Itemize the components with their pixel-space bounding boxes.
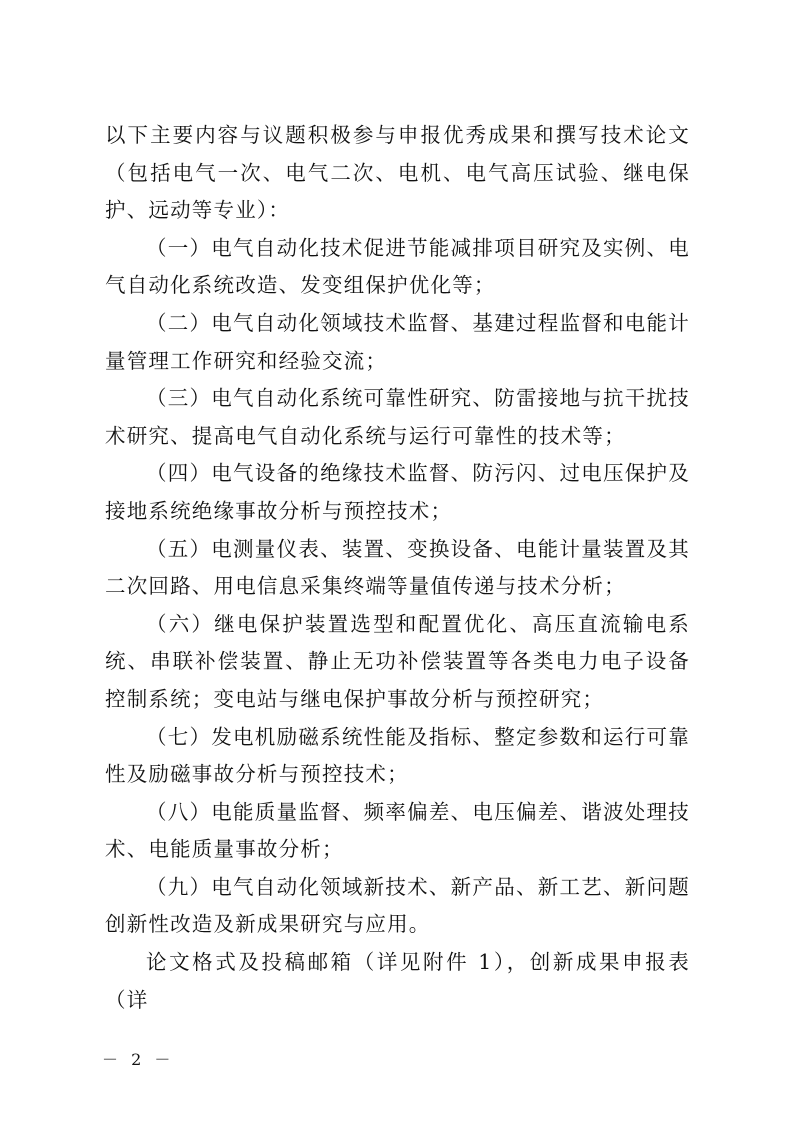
topic-item-9: （九）电气自动化领域新技术、新产品、新工艺、新问题创新性改造及新成果研究与应用。: [105, 874, 690, 937]
topic-item-8: （八）电能质量监督、频率偏差、电压偏差、谐波处理技术、电能质量事故分析；: [105, 799, 690, 862]
topic-item-4: （四）电气设备的绝缘技术监督、防污闪、过电压保护及接地系统绝缘事故分析与预控技术；: [105, 461, 690, 523]
topic-item-7: （七）发电机励磁系统性能及指标、整定参数和运行可靠性及励磁事故分析与预控技术；: [105, 724, 690, 787]
topic-item-3: （三）电气自动化系统可靠性研究、防雷接地与抗干扰技术研究、提高电气自动化系统与运行可靠性的技术等；: [105, 386, 690, 448]
submission-paragraph: 论文格式及投稿邮箱（详见附件 1），创新成果申报表（详: [105, 950, 690, 1012]
topic-item-5: （五）电测量仪表、装置、变换设备、电能计量装置及其二次回路、用电信息采集终端等量值传递与技术分析；: [105, 536, 690, 599]
intro-paragraph: 以下主要内容与议题积极参与申报优秀成果和撰写技术论文（包括电气一次、电气二次、电机、电气高压试验、继电保护、远动等专业）：: [105, 123, 690, 223]
topic-item-2: （二）电气自动化领域技术监督、基建过程监督和电能计量管理工作研究和经验交流；: [105, 310, 690, 373]
topic-item-6: （六）继电保护装置选型和配置优化、高压直流输电系统、串联补偿装置、静止无功补偿装置等各类电力电子设备控制系统；变电站与继电保护事故分析与预控研究；: [105, 611, 690, 711]
document-body: [105, 117, 690, 1019]
page-number: － 2 －: [102, 1050, 175, 1069]
topic-item-1: （一）电气自动化技术促进节能减排项目研究及实例、电气自动化系统改造、发变组保护优化等；: [105, 235, 690, 298]
